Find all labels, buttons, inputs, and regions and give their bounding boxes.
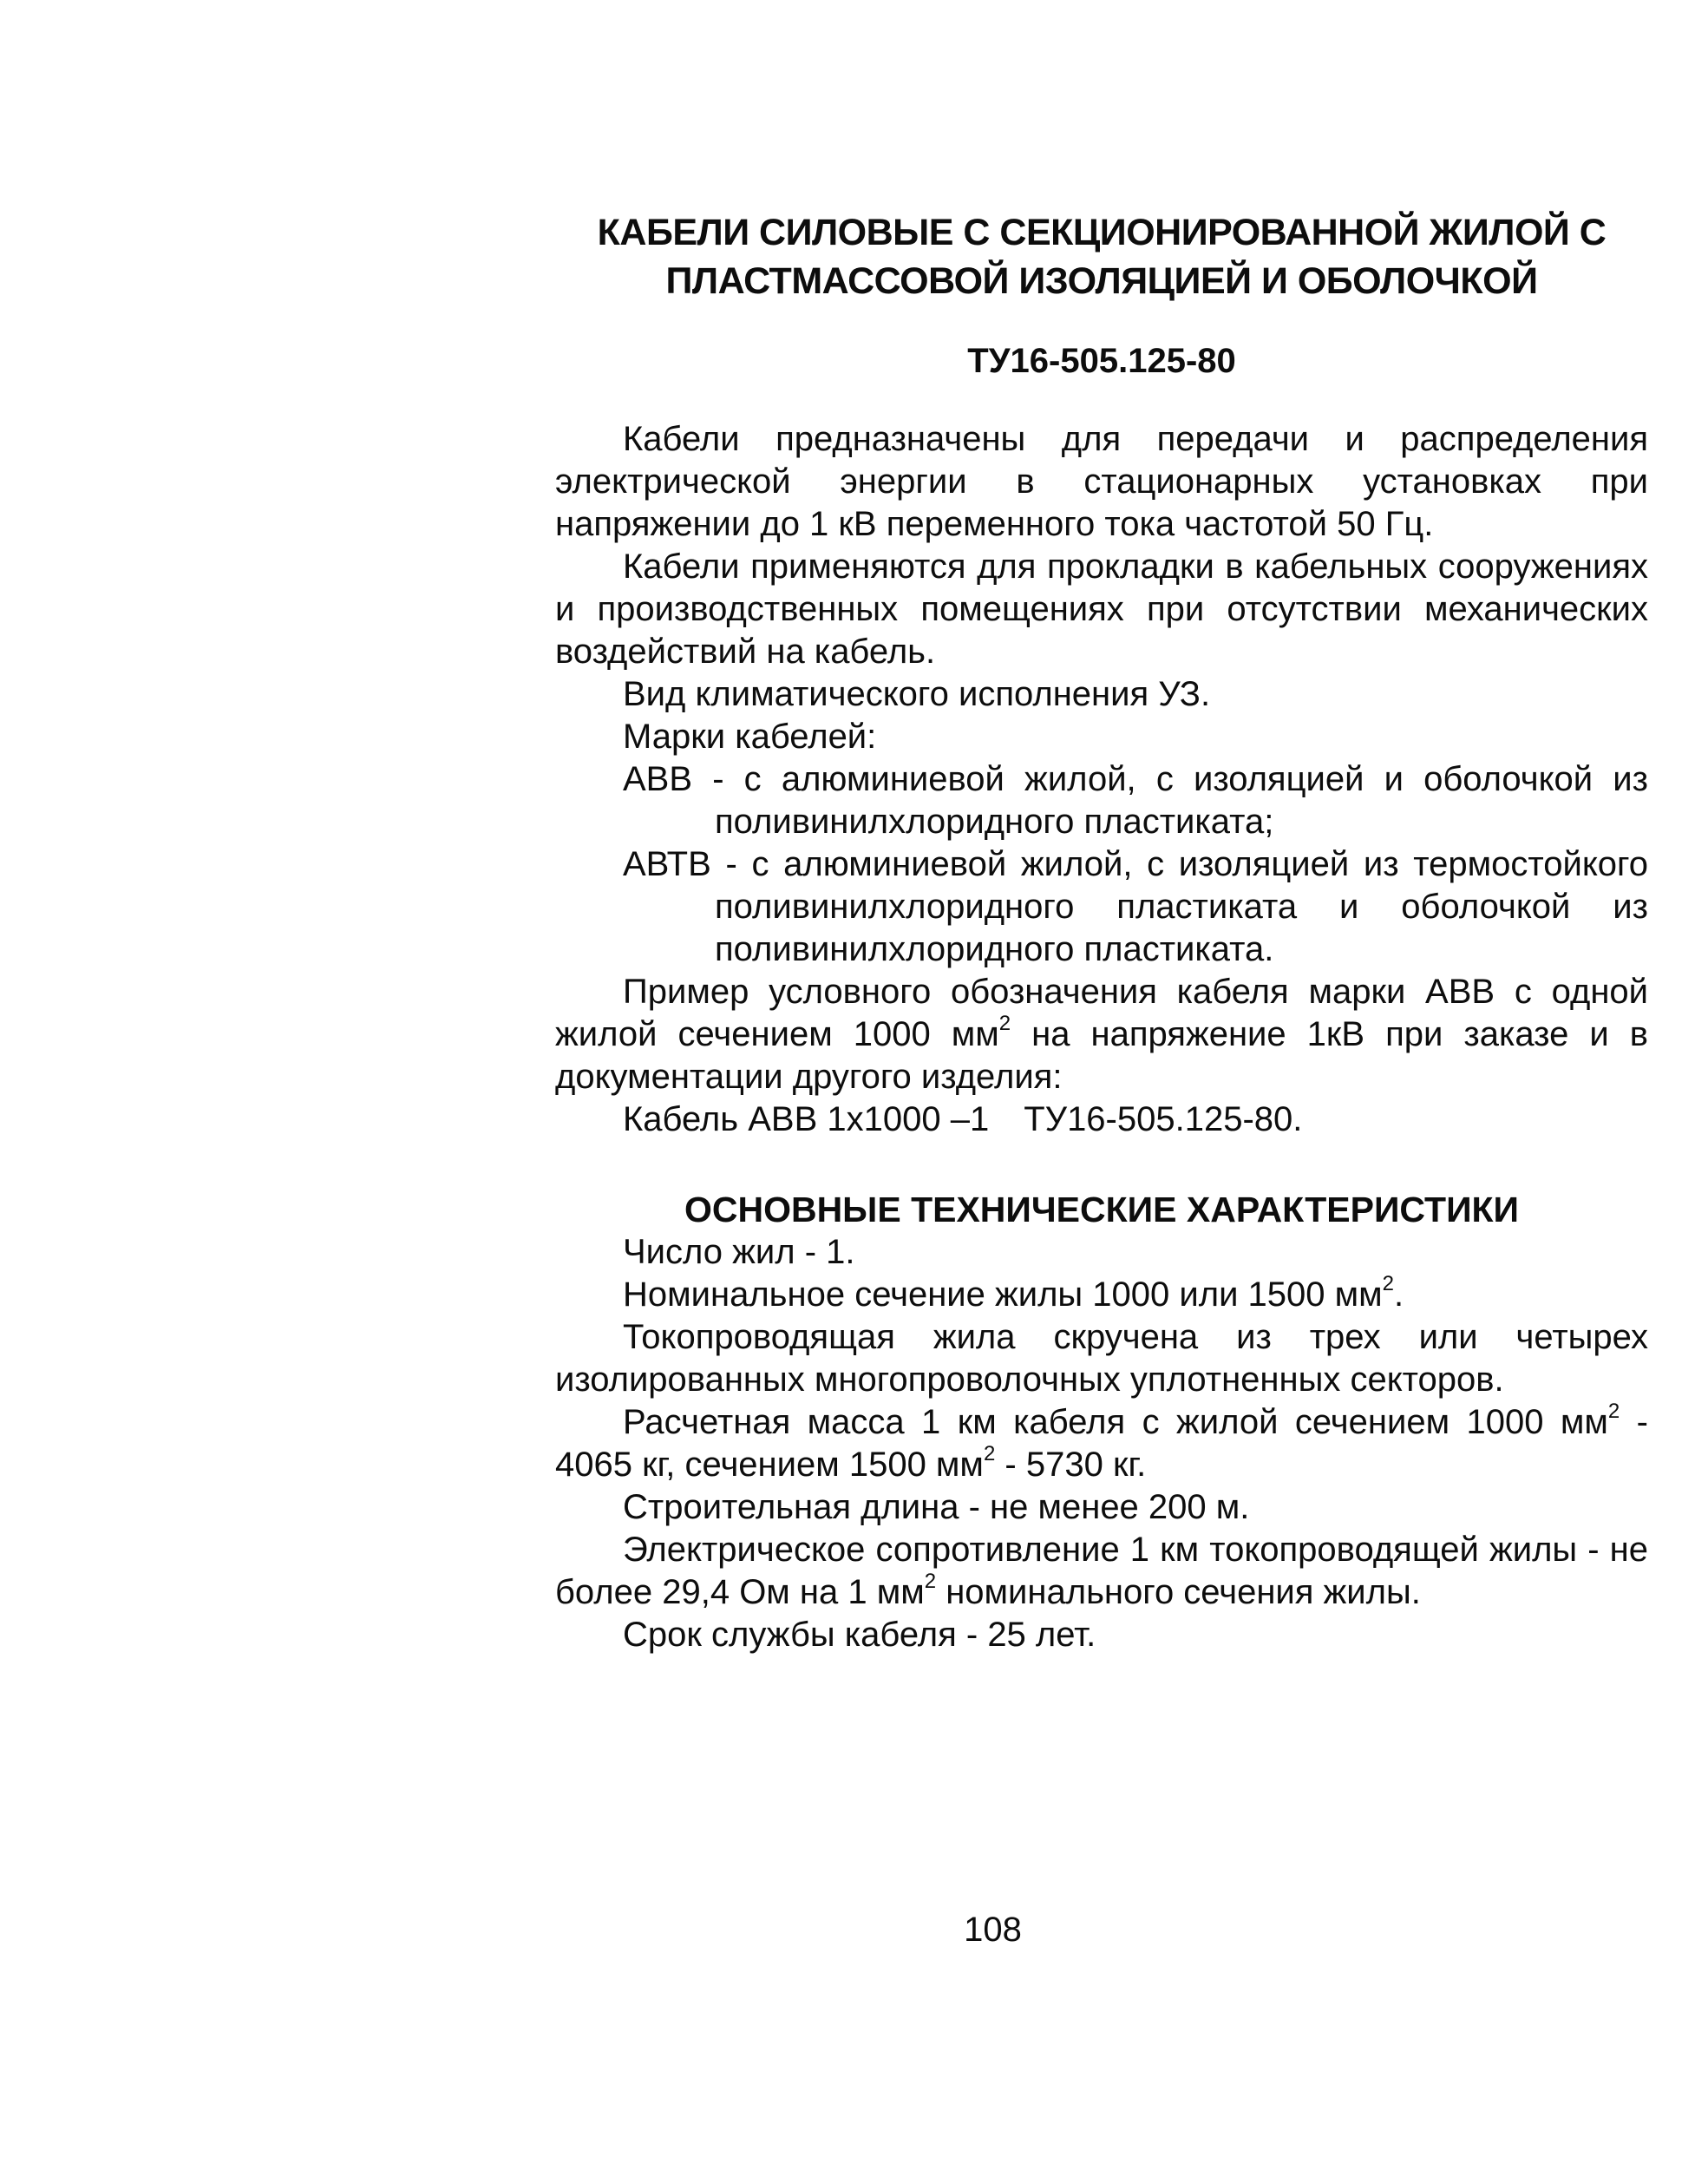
paragraph-purpose: Кабели предназначены для передачи и распределения электрической энергии в стационарных установках при напряжении до 1 кВ переменного тока частотой 50 Гц. xyxy=(555,420,1648,543)
marking-spec: ТУ16-505.125-80. xyxy=(1024,1100,1303,1138)
mass-text-1: Расчетная масса 1 км кабеля с жилой сечением 1000 мм xyxy=(623,1403,1608,1441)
climate-line: Вид климатического исполнения УЗ. xyxy=(623,675,1211,713)
resistance-superscript: 2 xyxy=(924,1570,937,1593)
document-page xyxy=(555,208,1648,1656)
document-title xyxy=(555,208,1648,305)
length-line: Строительная длина - не менее 200 м. xyxy=(623,1488,1250,1526)
nominal-text-1: Номинальное сечение жилы 1000 или 1500 мм xyxy=(623,1275,1383,1314)
brand-avtv: АВТВ - с алюминиевой жилой, с изоляцией из термостойкого поливинилхлоридного пластиката и оболочкой из поливинилхлоридного пластиката. xyxy=(623,845,1648,968)
nominal-section-line xyxy=(555,1274,1648,1316)
paragraph-application: Кабели применяются для прокладки в кабельных сооружениях и производственных помещениях при отсутствии механических воздействий на кабель. xyxy=(555,547,1648,671)
mass-superscript-1: 2 xyxy=(1607,1400,1620,1423)
example-text-2: на напряжение 1кВ при заказе и в документации другого изделия: xyxy=(555,1015,1648,1096)
nominal-superscript: 2 xyxy=(1382,1272,1394,1295)
service-life-line: Срок службы кабеля - 25 лет. xyxy=(623,1616,1096,1654)
cores-line: Число жил - 1. xyxy=(623,1233,855,1271)
page-number: 108 xyxy=(964,1911,1022,1949)
paragraph-mass xyxy=(555,1401,1648,1486)
marking-example xyxy=(555,1098,1648,1141)
mass-superscript-2: 2 xyxy=(983,1442,996,1465)
spec-code: ТУ16-505.125-80 xyxy=(967,342,1236,380)
resistance-text-1: Электрическое сопротивление 1 км токопроводящей жилы - не более 29,4 Ом на 1 мм xyxy=(555,1531,1648,1611)
brand-avv: АВВ - с алюминиевой жилой, с изоляцией и оболочкой из поливинилхлоридного пластиката; xyxy=(623,760,1648,841)
nominal-text-2: . xyxy=(1393,1275,1404,1314)
paragraph-resistance xyxy=(555,1529,1648,1614)
brands-heading: Марки кабелей: xyxy=(623,718,877,756)
title-line-1: КАБЕЛИ СИЛОВЫЕ С СЕКЦИОНИРОВАННОЙ ЖИЛОЙ С xyxy=(597,212,1607,253)
section-title: ОСНОВНЫЕ ТЕХНИЧЕСКИЕ ХАРАКТЕРИСТИКИ xyxy=(684,1190,1520,1229)
example-text-1: Пример условного обозначения кабеля марки АВВ с одной жилой сечением 1000 мм xyxy=(555,973,1648,1053)
mass-text-3: - 5730 кг. xyxy=(995,1446,1147,1484)
paragraph-example xyxy=(555,971,1648,1098)
example-superscript: 2 xyxy=(998,1012,1011,1035)
title-line-2: ПЛАСТМАССОВОЙ ИЗОЛЯЦИЕЙ И ОБОЛОЧКОЙ xyxy=(665,260,1538,302)
resistance-text-2: номинального сечения жилы. xyxy=(936,1573,1421,1611)
paragraph-conductor: Токопроводящая жила скручена из трех или четырех изолированных многопроволочных уплотненных секторов. xyxy=(555,1318,1648,1399)
marking-cable: Кабель АВВ 1х1000 –1 xyxy=(623,1100,990,1138)
mass-text-2: - 4065 кг, сечением 1500 мм xyxy=(555,1403,1648,1484)
